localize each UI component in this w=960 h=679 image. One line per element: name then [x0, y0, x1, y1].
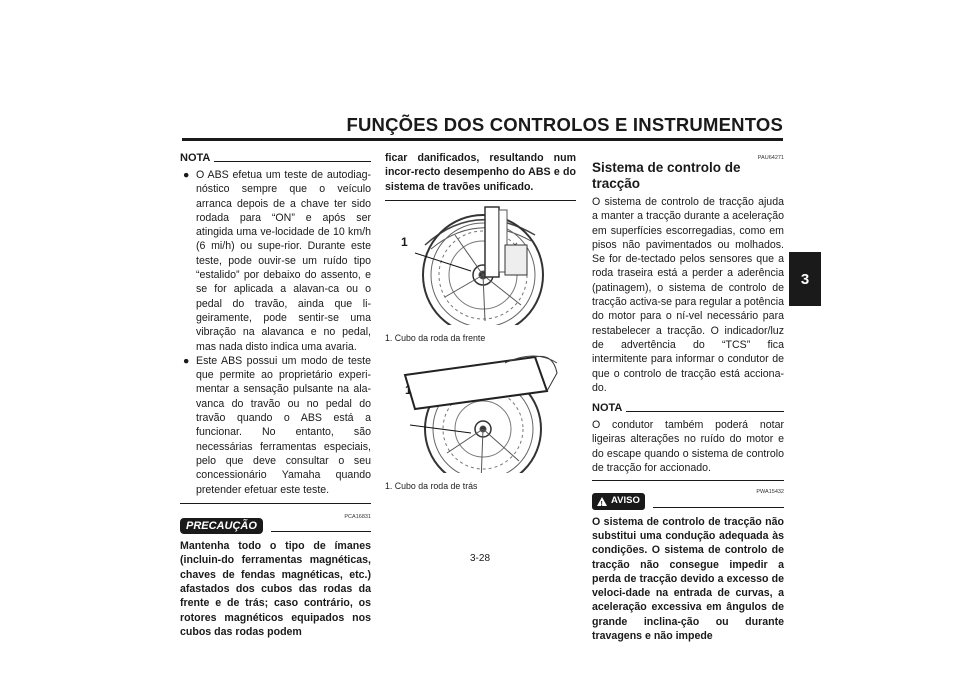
warning-badge — [592, 493, 645, 509]
warning-code: PWA15432 — [756, 489, 784, 496]
nota-end-rule — [180, 503, 371, 504]
nota-heading — [592, 401, 784, 415]
figure2-caption: 1. Cubo da roda de trás — [385, 481, 478, 492]
figure1-caption: 1. Cubo da roda da frente — [385, 332, 486, 343]
figure1-callout: 1 — [401, 235, 408, 249]
nota-end-rule — [592, 480, 784, 481]
caution-text: Mantenha todo o tipo de ímanes (incluin-do ferramentas magnéticas, chaves de fendas magnéticas, etc.) afastados dos cubos das rodas da frente e de trás; caso contrário, os rotores magnéticos equipados nos cubos das rodas podem — [180, 540, 371, 638]
bullet-icon: ● — [183, 354, 190, 367]
nota-text: O condutor também poderá notar ligeiras alterações no ruído do motor e do escape quando o sistema de controlo de tracção for accionado. — [592, 419, 784, 475]
nota-label: NOTA — [592, 401, 623, 414]
warning-label: AVISO — [611, 495, 640, 507]
front-wheel-hub-illustration — [385, 205, 576, 325]
nota-label: NOTA — [180, 151, 211, 164]
warning-rule — [653, 507, 784, 508]
caution-rule — [271, 531, 371, 532]
column-2 — [385, 151, 576, 493]
section-text: O sistema de controlo de tracção ajuda a manter a tracção durante a aceleração em superfícies escorregadias, como em pisos não pavimentados ou molhados. Se for de-tectado pelos sensores que a roda traseira está a perder a aderência (patinagem), o sistema de controlo de tracção activa-se para regular a potência do motor para o ní-vel necessário para restabelecer a tracção. O indicador/luz de advertência do “TCS” fica intermitente para informar o condutor de que o controlo de tracção está acciona-do. — [592, 196, 784, 394]
caution-heading — [180, 518, 371, 534]
header-rule — [182, 138, 783, 141]
caution-end-rule — [385, 200, 576, 201]
figure2-callout: 1 — [405, 383, 412, 397]
section-code: PAU64271 — [757, 155, 784, 161]
bullet-icon: ● — [183, 169, 190, 181]
chapter-tab: 3 — [789, 252, 821, 306]
warning-triangle-icon: ! — [597, 497, 607, 506]
list-item — [180, 168, 371, 354]
page-header-title: FUNÇÕES DOS CONTROLOS E INSTRUMENTOS — [346, 114, 783, 135]
column-1 — [180, 151, 371, 639]
caution-continued-text: ficar danificados, resultando num incor-recto desempenho do ABS e do sistema de travões unificado. — [385, 152, 576, 193]
section-title: Sistema de controlo de tracção — [592, 160, 741, 191]
bullet-text: O ABS efetua um teste de autodiag-nóstico sempre que o veículo arranca depois de a chave ter sido rodada para “ON” e após ser atingida uma ve-locidade de 10 km/h (6 mi/h) ou supe-rior. Durante este teste, pode ouvir-se um ruído tipo “estalido” por debaixo do assento, e se for aplicada a alavan-ca ou o pedal do travão, ainda que li-geiramente, pode sentir-se uma vibração na alavanca e no pedal, mas nada disto indica uma avaria. — [196, 169, 371, 353]
list-item — [180, 354, 371, 497]
rear-wheel-hub-illustration — [385, 353, 576, 473]
column-3 — [592, 151, 784, 643]
warning-text: O sistema de controlo de tracção não substitui uma condução adequada às condições. O sistema de controlo de tracção não consegue impedir a perda de tracção devido a excesso de veloci-dade na entrada de curvas, a aceleração excessiva em ângulos de grande inclina-ção ou durante travagens e não impede — [592, 515, 784, 643]
page-number: 3-28 — [469, 553, 490, 564]
nota-rule — [214, 161, 371, 162]
caution-label: PRECAUÇÃO — [180, 518, 263, 534]
bullet-text: Este ABS possui um modo de teste que permite ao proprietário experi-mentar a sensação pulsante na ala-vanca do travão ou no pedal do travão quando o ABS está a funcionar. No entanto, são necessárias ferramentas especiais, pelo que deve consultar o seu concessionário Yamaha quando pretender efetuar este teste. — [196, 354, 371, 496]
caution-code: PCA16831 — [344, 513, 371, 520]
warning-heading — [592, 493, 784, 509]
nota-bullet-list — [180, 168, 371, 497]
nota-rule — [626, 411, 784, 412]
nota-heading — [180, 151, 371, 165]
